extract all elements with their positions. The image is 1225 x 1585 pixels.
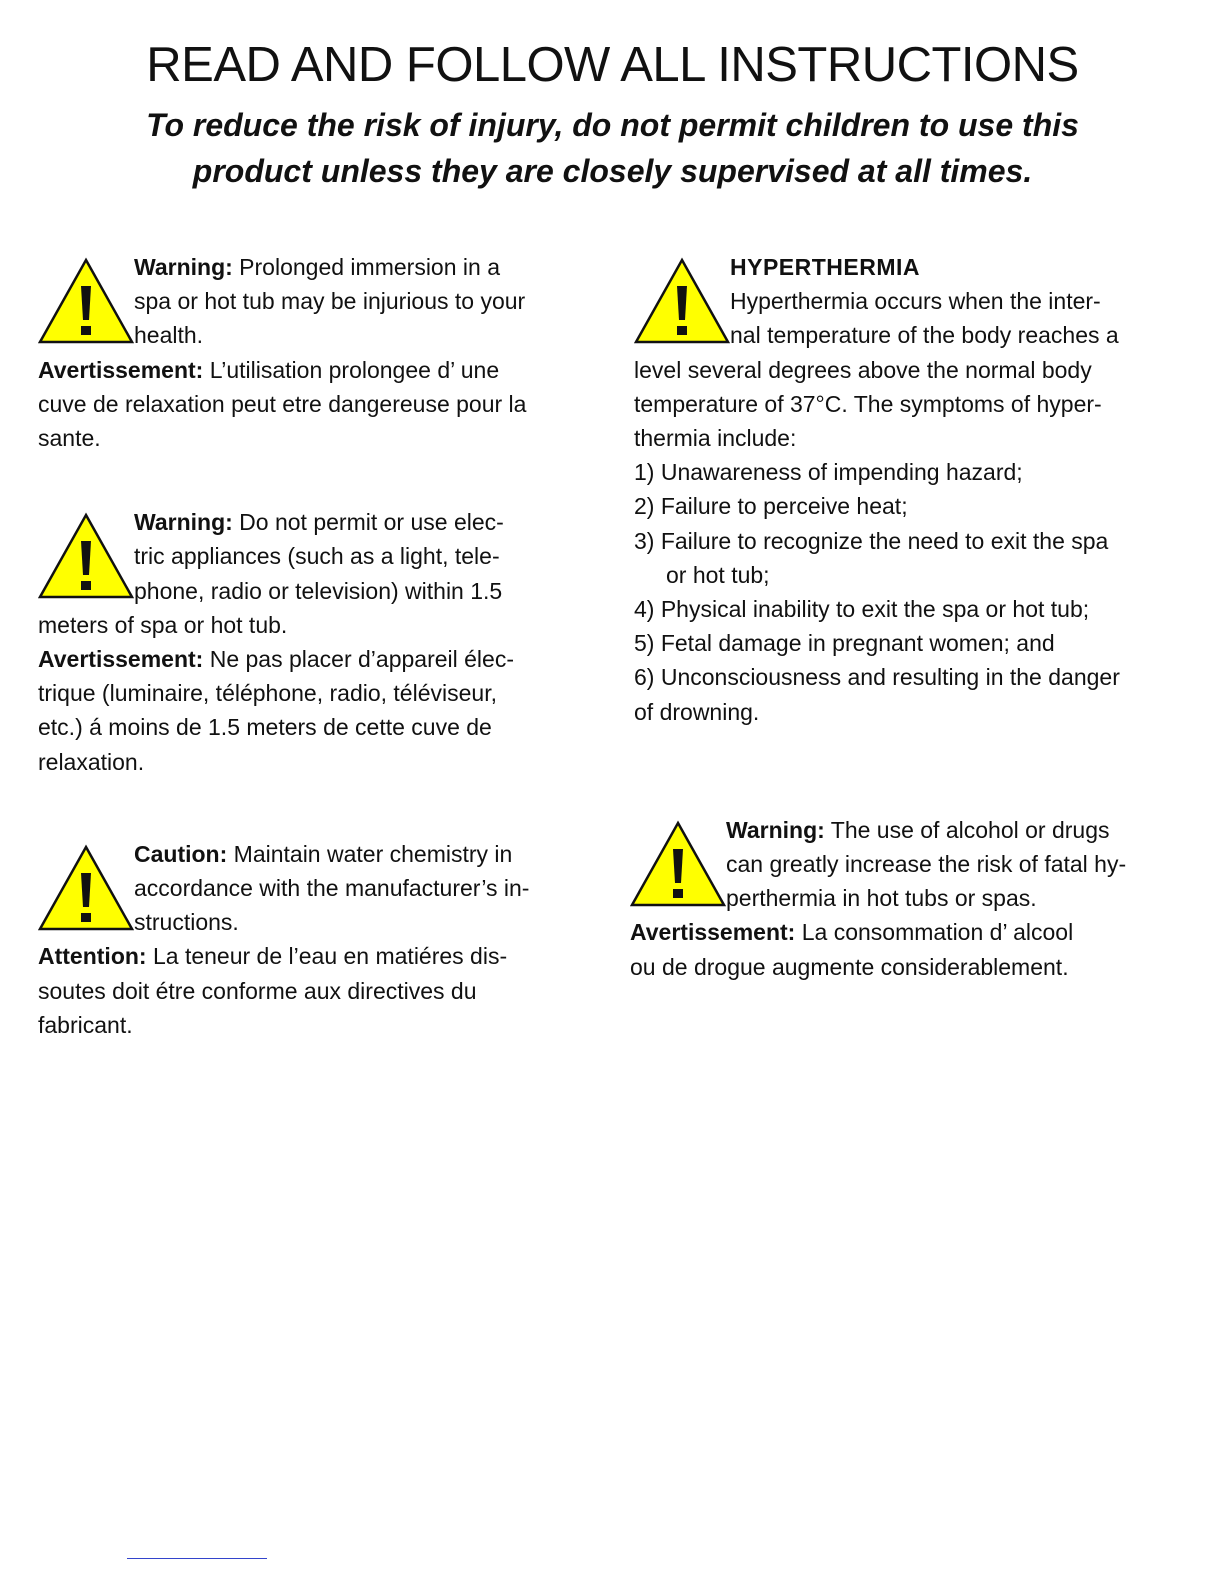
hyperthermia-text-line: thermia include:: [634, 425, 797, 452]
hyperthermia-text-line: temperature of 37°C. The symptoms of hyper-: [634, 390, 1102, 417]
list-item: 2) Failure to perceive heat;: [634, 493, 908, 520]
warning-triangle-icon: [38, 843, 134, 933]
warning-triangle-icon: [38, 256, 134, 346]
list-item-continuation: of drowning.: [634, 698, 760, 725]
hyperthermia-block: [634, 250, 1189, 729]
warning-head: [38, 505, 598, 608]
caution-text-line: Maintain water chemistry in: [227, 840, 513, 867]
hyperthermia-text-line: nal temperature of the body reaches a: [730, 322, 1119, 349]
warning-text-line: health.: [134, 322, 204, 349]
list-item-continuation: or hot tub;: [666, 561, 770, 588]
warning-text-line: phone, radio or television) within 1.5: [134, 577, 503, 604]
hyperthermia-text-line: Hyperthermia occurs when the inter-: [730, 288, 1101, 315]
french-label: Avertissement:: [38, 356, 204, 383]
warning-french: [630, 915, 1185, 983]
french-text-line: Ne pas placer d’appareil élec-: [203, 646, 514, 673]
caution-block-water-chemistry: [38, 837, 598, 1042]
hyperthermia-text-line: level several degrees above the normal body: [634, 356, 1092, 383]
list-item: 4) Physical inability to exit the spa or hot tub;: [634, 596, 1090, 623]
french-text-line: ou de drogue augmente considerablement.: [630, 953, 1069, 980]
caution-text-line: structions.: [134, 909, 239, 936]
warning-text-line: The use of alcohol or drugs: [824, 816, 1110, 843]
left-column: [38, 250, 598, 1042]
warning-text-line: spa or hot tub may be injurious to your: [134, 288, 526, 315]
french-text-line: L’utilisation prolongee d’ une: [203, 356, 500, 383]
french-text-line: fabricant.: [38, 1011, 133, 1038]
warning-block-appliances: [38, 505, 598, 779]
page-subtitle: [60, 102, 1165, 194]
subtitle-line-1: To reduce the risk of injury, do not permit children to use this: [146, 107, 1079, 143]
caution-label: Caution:: [134, 840, 228, 867]
caution-french: [38, 939, 598, 1042]
warning-head: [630, 813, 1185, 916]
warning-text-line: meters of spa or hot tub.: [38, 611, 288, 638]
warning-text-line: can greatly increase the risk of fatal hy-: [726, 851, 1127, 878]
french-label: Avertissement:: [630, 919, 796, 946]
warning-label: Warning:: [726, 816, 825, 843]
french-text-line: cuve de relaxation peut etre dangereuse pour la: [38, 390, 527, 417]
hyperthermia-heading: HYPERTHERMIA: [730, 254, 921, 280]
warning-head: [38, 250, 598, 353]
warning-text-line: perthermia in hot tubs or spas.: [726, 885, 1037, 912]
list-item: 5) Fetal damage in pregnant women; and: [634, 630, 1055, 657]
list-item: 1) Unawareness of impending hazard;: [634, 459, 1023, 486]
list-item: [634, 660, 1189, 728]
french-text-line: sante.: [38, 425, 101, 452]
warning-block-immersion: [38, 250, 598, 455]
warning-text-line: Prolonged immersion in a: [232, 254, 500, 280]
french-text-line: relaxation.: [38, 748, 145, 775]
subtitle-line-2: product unless they are closely supervised at all times.: [192, 153, 1033, 189]
warning-french: [38, 353, 598, 456]
warning-text-line: tric appliances (such as a light, tele-: [134, 543, 500, 570]
french-text-line: La teneur de l’eau en matiéres dis-: [146, 943, 508, 970]
page-title: READ AND FOLLOW ALL INSTRUCTIONS: [146, 38, 1079, 92]
list-item-text: 3) Failure to recognize the need to exit the spa: [634, 527, 1109, 554]
french-label: Attention:: [38, 943, 147, 970]
list-item: [634, 524, 1189, 592]
warning-continuation: [38, 608, 598, 642]
footnote-rule: [127, 1558, 267, 1559]
caution-head: [38, 837, 598, 940]
french-label: Avertissement:: [38, 646, 204, 673]
warning-label: Warning:: [134, 254, 233, 280]
hyperthermia-body: [634, 353, 1189, 456]
french-text-line: soutes doit étre conforme aux directives du: [38, 977, 477, 1004]
warning-triangle-icon: [38, 511, 134, 601]
list-item-text: 6) Unconsciousness and resulting in the danger: [634, 664, 1120, 691]
warning-triangle-icon: [630, 819, 726, 909]
french-text-line: trique (luminaire, téléphone, radio, téléviseur,: [38, 680, 497, 707]
french-text-line: etc.) á moins de 1.5 meters de cette cuve de: [38, 714, 492, 741]
warning-block-alcohol: [630, 813, 1185, 984]
warning-text-line: Do not permit or use elec-: [232, 509, 504, 536]
right-column: [630, 250, 1189, 984]
hyperthermia-head: [634, 250, 1189, 353]
warning-label: Warning:: [134, 509, 233, 536]
caution-text-line: accordance with the manufacturer’s in-: [134, 875, 530, 902]
warning-triangle-icon: [634, 256, 730, 346]
warning-french: [38, 642, 598, 779]
french-text-line: La consommation d’ alcool: [795, 919, 1074, 946]
symptoms-list: [634, 455, 1189, 729]
